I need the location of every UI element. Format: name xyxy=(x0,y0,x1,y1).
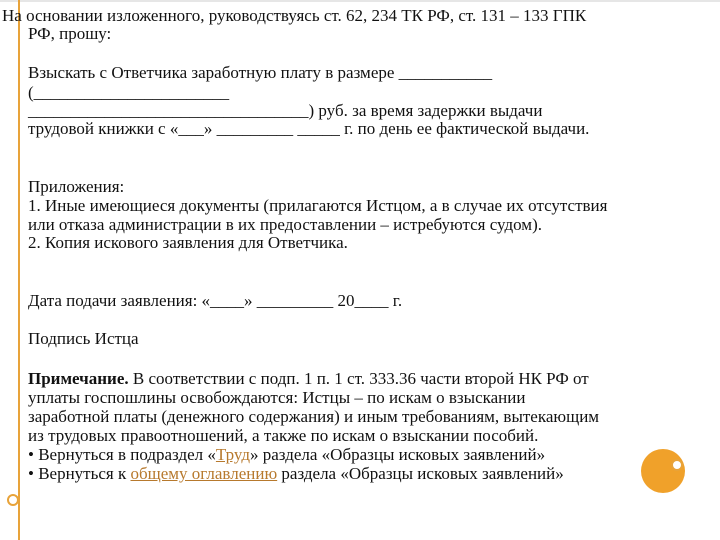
claim-line-3: _________________________________) руб. за время задержки выдачи xyxy=(28,101,543,120)
filing-date: Дата подачи заявления: «____» _________ 20____ г. xyxy=(28,291,403,310)
attachment-1-line-2: или отказа администрации в их предоставлении – истребуются судом). xyxy=(28,215,542,234)
note-line-1 xyxy=(28,369,589,389)
intro-line-1: На основании изложенного, руководствуясь ст. 62, 234 ТК РФ, ст. 131 – 133 ГПК xyxy=(2,6,587,25)
intro-line-2: РФ, прошу: xyxy=(28,24,112,43)
note-line-4: из трудовых правоотношений, а также по искам о взыскании пособий. xyxy=(28,426,539,445)
attachment-1-line-1: 1. Иные имеющиеся документы (прилагаются Истцом, а в случае их отсутствия xyxy=(28,196,608,215)
claim-line-4: трудовой книжки с «___» _________ _____ г. по день ее фактической выдачи. xyxy=(28,119,590,138)
claim-line-2: (_______________________ xyxy=(28,83,230,102)
note-line-1-text: В соответствии с подп. 1 п. 1 ст. 333.36 части второй НК РФ от xyxy=(128,369,589,388)
nav-back-subsection xyxy=(28,445,545,465)
attachments-title: Приложения: xyxy=(28,177,125,196)
ring-bullet-icon xyxy=(671,459,683,471)
nav-back-contents-prefix: • Вернуться к xyxy=(28,464,131,483)
plaintiff-signature: Подпись Истца xyxy=(28,329,139,348)
nav-back-subsection-suffix: » раздела «Образцы исковых заявлений» xyxy=(250,445,546,464)
ring-bullet-icon xyxy=(7,494,19,506)
nav-back-contents xyxy=(28,464,564,484)
link-trud[interactable]: Труд xyxy=(215,445,250,464)
left-accent-rule xyxy=(18,0,20,540)
attachment-2: 2. Копия искового заявления для Ответчика. xyxy=(28,233,348,252)
top-rule xyxy=(0,0,720,2)
link-general-contents[interactable]: общему оглавлению xyxy=(130,464,278,483)
note-line-3: заработной платы (денежного содержания) и иным требованиям, вытекающим xyxy=(28,407,600,426)
decorative-orange-circle xyxy=(641,449,685,493)
claim-line-1: Взыскать с Ответчика заработную плату в размере ___________ xyxy=(28,63,493,82)
note-line-2: уплаты госпошлины освобождаются: Истцы – по искам о взыскании xyxy=(28,388,526,407)
note-label: Примечание. xyxy=(28,369,129,388)
nav-back-contents-suffix: раздела «Образцы исковых заявлений» xyxy=(277,464,564,483)
nav-back-subsection-prefix: • Вернуться в подраздел « xyxy=(28,445,216,464)
